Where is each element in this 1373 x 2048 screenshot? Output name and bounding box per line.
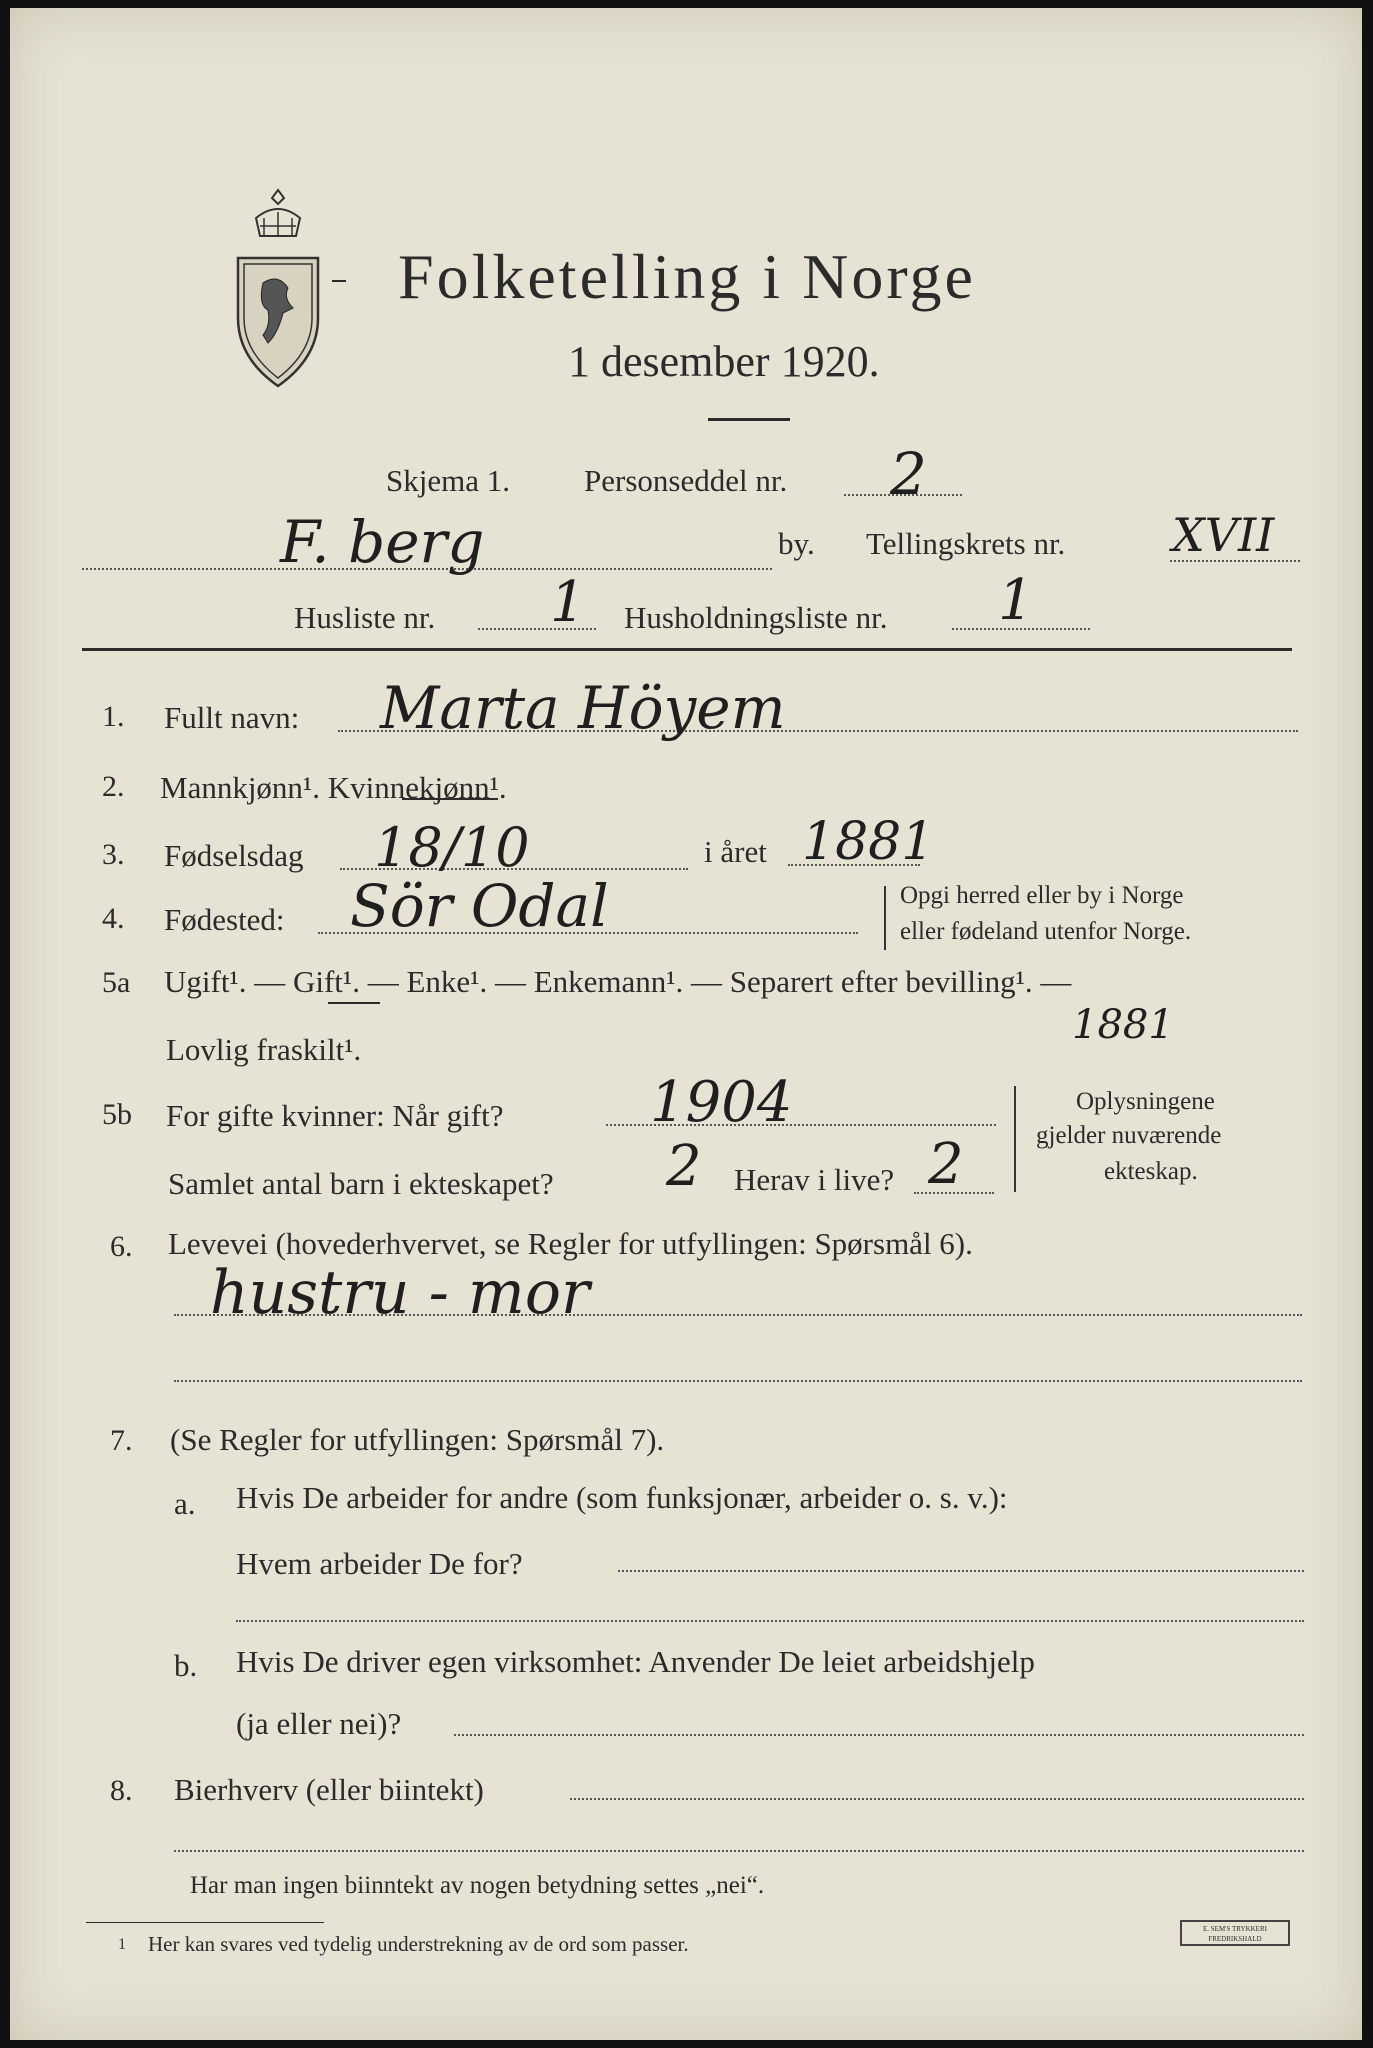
q3-number: 3.: [102, 838, 125, 871]
q7b-label-2: (ja eller nei)?: [236, 1706, 402, 1741]
husholdning-value: 1: [998, 568, 1034, 633]
q7b-line: [454, 1734, 1304, 1736]
personseddel-label: Personseddel nr.: [584, 463, 788, 498]
q3-year-value: 1881: [802, 812, 935, 872]
coat-of-arms-icon: [228, 188, 328, 388]
form-title: Folketelling i Norge: [398, 241, 976, 312]
q5a-label: Ugift¹. — Gift¹. — Enke¹. — Enkemann¹. — Separert efter bevilling¹. —: [164, 964, 1072, 999]
q7a-letter: a.: [174, 1486, 196, 1521]
printer-city: FREDRIKSHALD: [1208, 1935, 1262, 1943]
q5b-note-3: ekteskap.: [1104, 1158, 1198, 1185]
q4-value: Sör Odal: [350, 872, 609, 940]
q6-value: hustru - mor: [210, 1258, 590, 1328]
printer-stamp: [1180, 1920, 1290, 1946]
q6-line-2: [174, 1380, 1302, 1382]
husliste-label: Husliste nr.: [294, 600, 436, 635]
printer-name: E. SEM'S TRYKKERI: [1203, 1925, 1267, 1933]
q5b-note-1: Oplysningene: [1076, 1088, 1215, 1115]
q7a-line: [618, 1570, 1304, 1572]
q7a-label: Hvis De arbeider for andre (som funksjonær, arbeider o. s. v.):: [236, 1480, 1008, 1515]
q7a-label-2: Hvem arbeider De for?: [236, 1546, 523, 1581]
q1-number: 1.: [102, 700, 125, 733]
husliste-value: 1: [550, 570, 586, 635]
arms-dash: [332, 280, 346, 282]
q8-number: 8.: [110, 1774, 133, 1807]
q8-line-2: [174, 1850, 1304, 1852]
q5b-label-3: Herav i live?: [734, 1162, 895, 1197]
q5b-note-2: gjelder nuværende: [1036, 1122, 1222, 1149]
title-divider: [708, 418, 790, 421]
q3-value: 18/10: [374, 816, 530, 879]
q8-label: Bierhverv (eller biintekt): [174, 1772, 484, 1807]
q7-label: (Se Regler for utfyllingen: Spørsmål 7).: [170, 1422, 665, 1457]
q2-underline: [402, 798, 498, 800]
by-label: by.: [778, 526, 815, 561]
no-income-note: Har man ingen biinntekt av nogen betydning settes „nei“.: [190, 1872, 765, 1899]
husholdning-label: Husholdningsliste nr.: [624, 600, 888, 635]
skjema-label: Skjema 1.: [386, 463, 510, 498]
q5b-value-3: 2: [928, 1132, 964, 1197]
q5b-label: For gifte kvinner: Når gift?: [166, 1098, 504, 1133]
q5a-label-2: Lovlig fraskilt¹.: [166, 1032, 362, 1067]
footnote-text: Her kan svares ved tydelig understrekning av de ord som passer.: [148, 1932, 689, 1956]
q5b-number: 5b: [102, 1098, 132, 1131]
city-value: F. berg: [280, 508, 485, 576]
q3-label: Fødselsdag: [164, 838, 304, 873]
q7b-letter: b.: [174, 1648, 198, 1683]
q6-label: Levevei (hovederhvervet, se Regler for utfyllingen: Spørsmål 6).: [168, 1226, 973, 1261]
q7b-label: Hvis De driver egen virksomhet: Anvender De leiet arbeidshjelp: [236, 1644, 1035, 1679]
q5a-underline: [328, 1002, 380, 1004]
q2-number: 2.: [102, 770, 125, 803]
footnote-number: 1: [118, 1936, 126, 1953]
q5b-value: 1904: [650, 1070, 793, 1135]
q4-note-1: Opgi herred eller by i Norge: [900, 882, 1184, 909]
q3-year-label: i året: [704, 834, 767, 869]
form-date: 1 desember 1920.: [568, 337, 880, 386]
q4-brace: [884, 886, 886, 950]
q1-label: Fullt navn:: [164, 700, 300, 735]
q6-number: 6.: [110, 1230, 133, 1263]
footnote-divider: [86, 1922, 324, 1923]
q8-line: [570, 1798, 1304, 1800]
tellingskrets-value: XVII: [1172, 508, 1275, 562]
q7-number: 7.: [110, 1424, 133, 1457]
q5b-value-2: 2: [666, 1134, 702, 1199]
q5a-number: 5a: [102, 966, 131, 999]
q4-number: 4.: [102, 902, 125, 935]
q5b-label-2: Samlet antal barn i ekteskapet?: [168, 1166, 554, 1201]
census-form: [10, 8, 1362, 2040]
q2-label: Mannkjønn¹. Kvinnekjønn¹.: [160, 770, 507, 805]
q5b-brace: [1014, 1086, 1016, 1192]
header-divider: [82, 648, 1292, 651]
q5a-margin-note: 1881: [1072, 1002, 1174, 1048]
personseddel-value: 2: [890, 440, 927, 508]
q1-value: Marta Höyem: [380, 674, 786, 742]
q7a-line-2: [236, 1620, 1304, 1622]
tellingskrets-label: Tellingskrets nr.: [866, 526, 1066, 561]
q4-note-2: eller fødeland utenfor Norge.: [900, 918, 1192, 945]
q4-label: Fødested:: [164, 902, 285, 937]
